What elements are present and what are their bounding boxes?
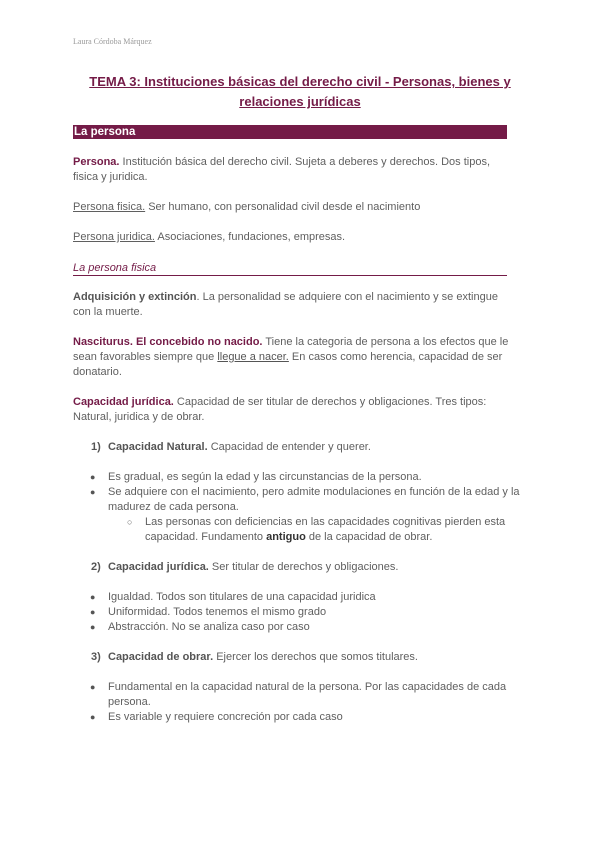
term: Capacidad Natural. bbox=[108, 441, 208, 453]
bullet-item bbox=[90, 620, 520, 635]
bullet-icon: ● bbox=[90, 712, 96, 722]
text: Se adquiere con el nacimiento, pero admite modulaciones en función de la edad y la madurez de cada persona. bbox=[108, 486, 520, 513]
bullet-item bbox=[90, 710, 520, 725]
section-heading: La persona bbox=[73, 125, 507, 139]
term: Persona. bbox=[73, 156, 120, 168]
paragraph-persona bbox=[73, 155, 513, 185]
text: Ser titular de derechos y obligaciones. bbox=[208, 561, 399, 573]
bullet-item bbox=[90, 485, 520, 515]
bullet-item bbox=[90, 605, 520, 620]
bullet-icon: ● bbox=[90, 607, 96, 617]
text: Asociaciones, fundaciones, empresas. bbox=[154, 231, 346, 243]
circle-bullet-icon: ○ bbox=[127, 517, 133, 527]
page-header-author: Laura Córdoba Márquez bbox=[73, 37, 152, 46]
bullet-item bbox=[90, 590, 520, 605]
term: Nasciturus. El concebido no nacido. bbox=[73, 336, 263, 348]
item-number: 3) bbox=[91, 651, 101, 663]
text: Institución básica del derecho civil. Sujeta a deberes y derechos. Dos tipos, fisica y juridica. bbox=[73, 156, 491, 183]
document-title bbox=[60, 72, 540, 112]
term: Persona fisica. bbox=[73, 201, 146, 213]
underlined-text: llegue a nacer. bbox=[217, 351, 289, 363]
paragraph-adquisicion bbox=[73, 290, 513, 320]
text: . La personalidad se adquiere con el nacimiento y se extingue con la muerte. bbox=[73, 291, 498, 318]
numbered-item bbox=[91, 650, 520, 665]
term: Persona juridica. bbox=[73, 231, 155, 243]
bullet-icon: ● bbox=[90, 487, 96, 497]
paragraph-persona-juridica bbox=[73, 230, 513, 245]
paragraph-capacidad bbox=[73, 395, 513, 425]
sub-bullet-item bbox=[127, 515, 525, 545]
text: Capacidad de ser titular de derechos y obligaciones. Tres tipos: Natural, juridica y de obrar. bbox=[73, 396, 487, 423]
text: Abstracción. No se analiza caso por caso bbox=[108, 621, 310, 633]
bullet-icon: ● bbox=[90, 682, 96, 692]
text: de la capacidad de obrar. bbox=[305, 531, 433, 543]
text: Fundamental en la capacidad natural de la persona. Por las capacidades de cada persona. bbox=[108, 681, 507, 708]
text: Tiene la categoria de persona a los efectos que le sean favorables siempre que bbox=[73, 336, 509, 363]
term: Capacidad jurídica. bbox=[73, 396, 174, 408]
paragraph-nasciturus bbox=[73, 335, 513, 380]
numbered-item bbox=[91, 560, 520, 575]
text: Es gradual, es según la edad y las circunstancias de la persona. bbox=[108, 471, 422, 483]
text: Igualdad. Todos son titulares de una capacidad juridica bbox=[108, 591, 376, 603]
item-number: 2) bbox=[91, 561, 101, 573]
text: Uniformidad. Todos tenemos el mismo grado bbox=[108, 606, 327, 618]
text: En casos como herencia, capacidad de ser donatario. bbox=[73, 351, 503, 378]
bullet-icon: ● bbox=[90, 622, 96, 632]
bullet-item bbox=[90, 470, 520, 485]
text: Ser humano, con personalidad civil desde el nacimiento bbox=[145, 201, 421, 213]
bullet-item bbox=[90, 680, 520, 710]
text: Es variable y requiere concreción por cada caso bbox=[108, 711, 343, 723]
numbered-item bbox=[91, 440, 520, 455]
bold-text: antiguo bbox=[266, 531, 306, 543]
bullet-icon: ● bbox=[90, 472, 96, 482]
bullet-icon: ● bbox=[90, 592, 96, 602]
text: Ejercer los derechos que somos titulares. bbox=[213, 651, 418, 663]
paragraph-persona-fisica bbox=[73, 200, 513, 215]
text: Capacidad de entender y querer. bbox=[207, 441, 371, 453]
subheading: La persona fisica bbox=[73, 262, 507, 276]
item-number: 1) bbox=[91, 441, 101, 453]
text: Las personas con deficiencias en las capacidades cognitivas pierden esta capacidad. Fundamento bbox=[145, 516, 506, 543]
term: Capacidad jurídica. bbox=[108, 561, 209, 573]
term: Adquisición y extinción bbox=[73, 291, 197, 303]
term: Capacidad de obrar. bbox=[108, 651, 214, 663]
title-text: TEMA 3: Instituciones básicas del derecho civil - Personas, bienes y relaciones jurídicas bbox=[89, 74, 511, 109]
